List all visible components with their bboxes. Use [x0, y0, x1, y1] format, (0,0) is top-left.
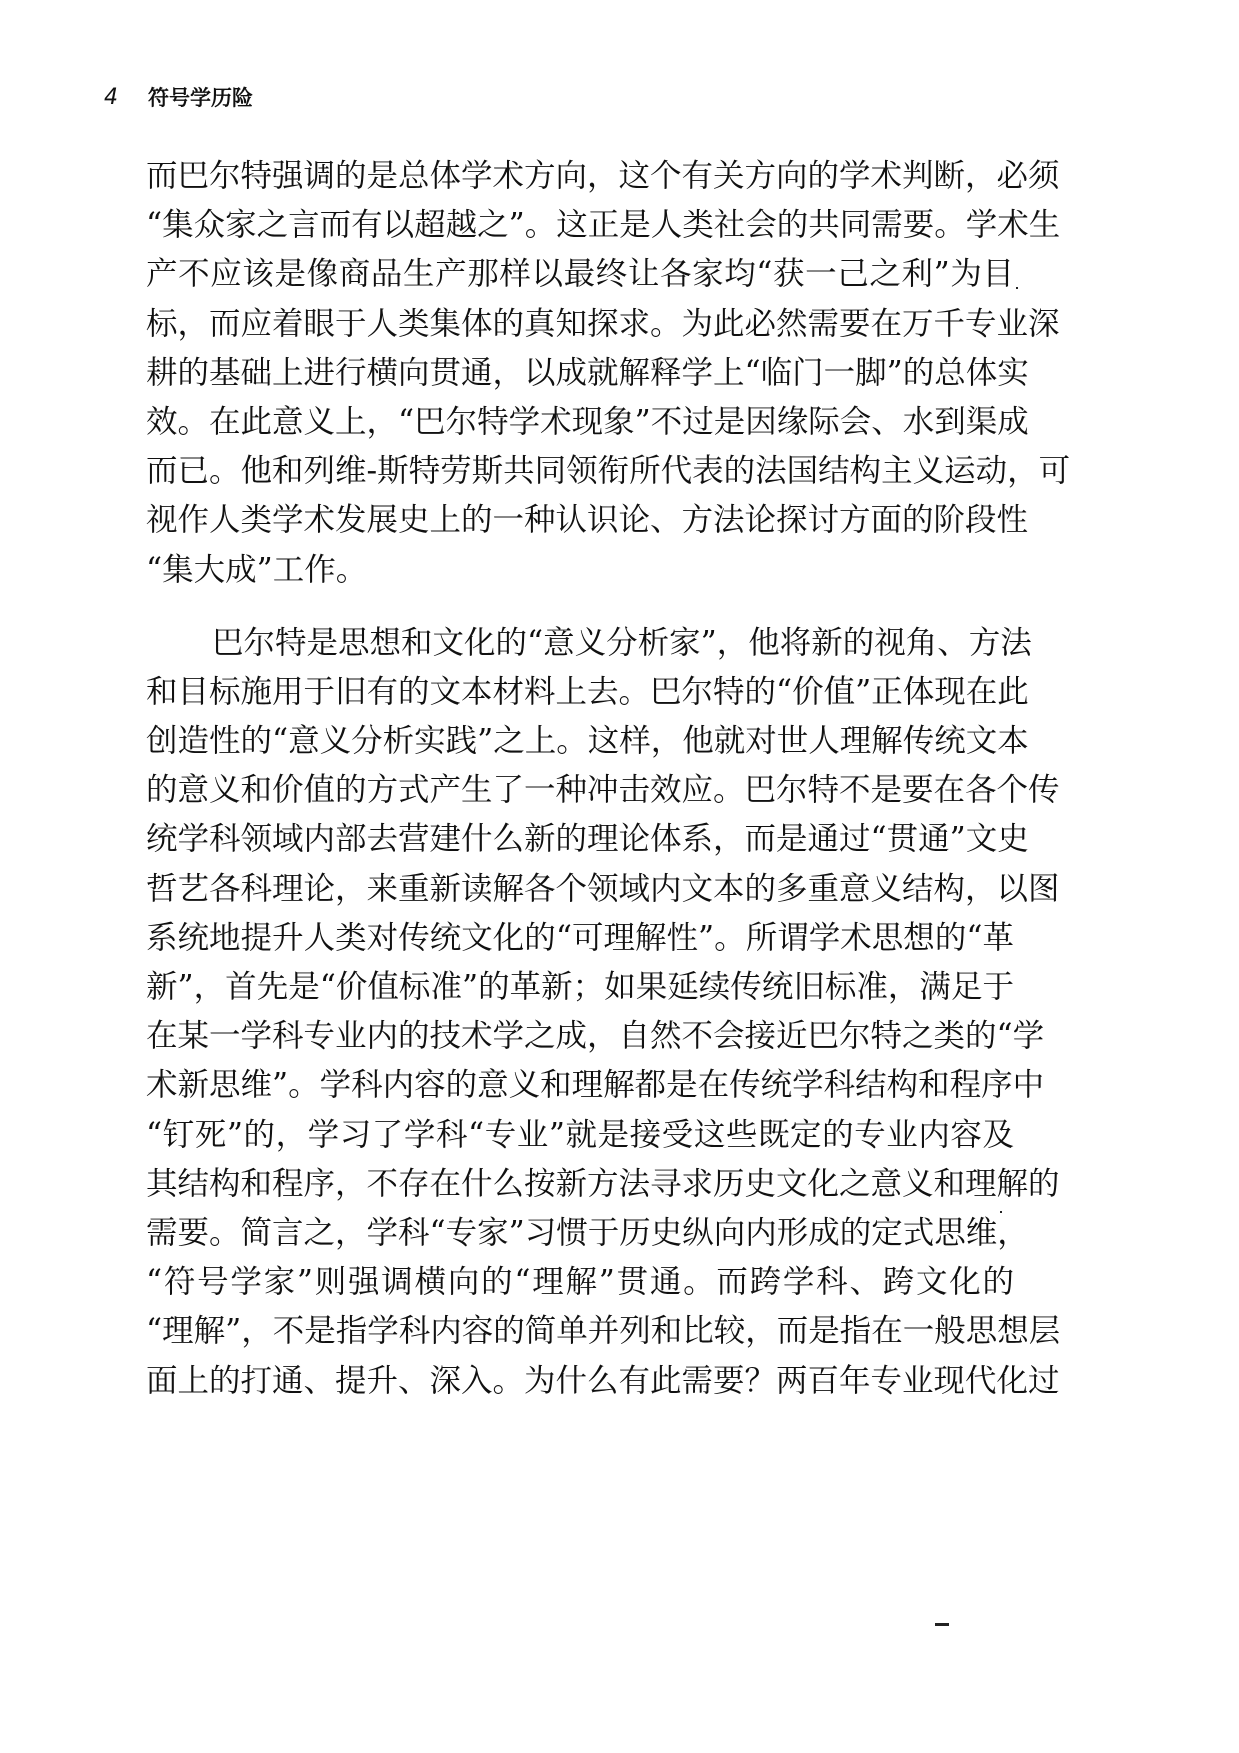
text-line: 巴尔特是思想和文化的“意义分析家”，他将新的视角、方法: [212, 624, 1032, 661]
text-line: “符号学家”则强调横向的“理解”贯通。而跨学科、跨文化的: [146, 1264, 1014, 1301]
text-line: 系统地提升人类对传统文化的“可理解性”。所谓学术思想的“革: [146, 919, 1014, 956]
text-line: “理解”，不是指学科内容的简单并列和比较，而是指在一般思想层: [146, 1313, 1061, 1350]
page-number: 4: [104, 84, 118, 110]
text-line: 新”，首先是“价值标准”的革新；如果延续传统旧标准，满足于: [146, 969, 1014, 1005]
text-line: 视作人类学术发展史上的一种认识论、方法论探讨方面的阶段性: [146, 502, 1029, 539]
text-line: 耕的基础上进行横向贯通，以成就解释学上“临门一脚”的总体实: [146, 354, 1029, 391]
paragraph-gap: [146, 595, 1014, 619]
text-line: 创造性的“意义分析实践”之上。这样，他就对世人理解传统文本: [146, 723, 1029, 760]
text-line: 需要。简言之，学科“专家”习惯于历史纵向内形成的定式思维，: [146, 1214, 1029, 1251]
text-line: 标，而应着眼于人类集体的真知探求。为此必然需要在万千专业深: [146, 305, 1060, 342]
text-line: 和目标施用于旧有的文本材料上去。巴尔特的“价值”正体现在此: [146, 673, 1029, 710]
paragraph-2: [146, 619, 1061, 1406]
text-line: 产不应该是像商品生产那样以最终让各家均“获一己之利”为目: [146, 256, 1014, 293]
body-text: [146, 152, 1071, 1406]
scan-speck: [935, 1623, 949, 1626]
text-line: 哲艺各科理论，来重新读解各个领域内文本的多重意义结构，以图: [146, 870, 1060, 907]
page-header: [104, 82, 253, 112]
paragraph-1: [146, 152, 1071, 595]
running-title: 符号学历险: [148, 86, 253, 110]
text-line: 而巴尔特强调的是总体学术方向，这个有关方向的学术判断，必须: [146, 158, 1060, 194]
text-line: 而已。他和列维-斯特劳斯共同领衔所代表的法国结构主义运动，可: [146, 453, 1071, 490]
text-line: 其结构和程序，不存在什么按新方法寻求历史文化之意义和理解的: [146, 1165, 1060, 1202]
text-line: “集大成”工作。: [146, 551, 368, 588]
text-line: “钉死”的，学习了学科“专业”就是接受这些既定的专业内容及: [146, 1116, 1014, 1153]
text-line: 术新思维”。学科内容的意义和理解都是在传统学科结构和程序中: [146, 1067, 1045, 1104]
text-line: 的意义和价值的方式产生了一种冲击效应。巴尔特不是要在各个传: [146, 772, 1060, 809]
text-line: 统学科领域内部去营建什么新的理论体系，而是通过“贯通”文史: [146, 821, 1029, 858]
text-line: 在某一学科专业内的技术学之成，自然不会接近巴尔特之类的“学: [146, 1018, 1045, 1055]
scan-speck: [1000, 1211, 1002, 1213]
text-line: 面上的打通、提升、深入。为什么有此需要？两百年专业现代化过: [146, 1362, 1060, 1399]
scan-speck: [1016, 287, 1018, 289]
text-line: 效。在此意义上，“巴尔特学术现象”不过是因缘际会、水到渠成: [146, 403, 1029, 440]
text-line: “集众家之言而有以超越之”。这正是人类社会的共同需要。学术生: [146, 207, 1061, 244]
